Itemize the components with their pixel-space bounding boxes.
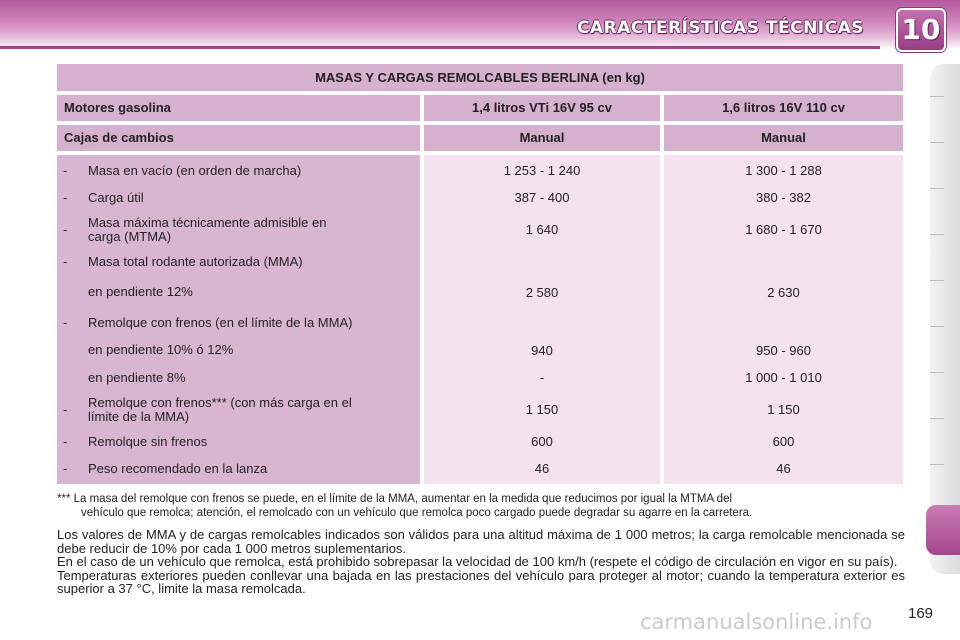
table-title: MASAS Y CARGAS REMOLCABLES BERLINA (en kg) — [57, 64, 903, 91]
info-paragraph — [57, 528, 905, 596]
row-label-text — [88, 343, 233, 357]
table-row-label — [57, 309, 420, 336]
row-label-line-1: Peso recomendado en la lanza — [88, 460, 268, 476]
tab-divider — [930, 142, 944, 143]
row-value-2: 950 - 960 — [756, 342, 811, 358]
section-title: CARACTERÍSTICAS TÉCNICAS — [576, 18, 864, 38]
row-label-line-1: Remolque sin frenos — [88, 433, 208, 449]
row-label-line-1: Remolque con frenos*** (con más carga en el — [88, 394, 352, 410]
table-row-label — [57, 336, 420, 364]
tow-mass-table — [57, 64, 903, 484]
row-value-1: 940 — [531, 342, 553, 358]
row-value-2: 1 300 - 1 288 — [745, 163, 822, 178]
tab-divider — [930, 326, 944, 327]
gearbox-col-1: Manual — [424, 125, 660, 151]
row-label-line-1: en pendiente 10% ó 12% — [88, 342, 234, 357]
row-label-text — [88, 255, 303, 269]
row-bullet: - — [63, 461, 68, 476]
table-row-label — [57, 275, 420, 309]
tab-divider — [930, 280, 944, 281]
table-row-label — [57, 184, 420, 211]
row-bullet: - — [63, 190, 68, 205]
tab-divider — [930, 464, 944, 465]
row-label-line-1: Masa total rodante autorizada (MMA) — [88, 253, 303, 269]
row-label-line-2: límite de la MMA) — [88, 408, 190, 424]
row-value-2: 2 630 — [767, 284, 800, 300]
footnote-line-1: *** La masa del remolque con frenos se puede, en el límite de la MMA, aumentar en la medida que reducimos por igual la MTMA del — [57, 493, 733, 505]
row-label-line-2: carga (MTMA) — [88, 228, 172, 244]
row-label-text — [88, 316, 352, 330]
footnote-line-2: vehículo que remolca; atención, el remolcado con un vehículo que remolca poco cargado puede degradar su agarre en la carretera. — [81, 507, 753, 519]
table-row-label — [57, 157, 420, 184]
row-value-2: 380 - 382 — [756, 190, 811, 205]
chapter-tab-active[interactable] — [926, 505, 960, 555]
row-value-1: - — [539, 370, 545, 385]
row-value-2: 46 — [776, 461, 791, 476]
footnote — [57, 492, 905, 520]
watermark: carmanualsonline.info — [640, 610, 873, 634]
gearbox-row-label: Cajas de cambios — [57, 125, 420, 151]
row-label-text — [88, 462, 267, 476]
label-column — [57, 155, 420, 484]
row-label-text — [88, 164, 301, 178]
tab-divider — [930, 188, 944, 189]
row-label-line-1: en pendiente 12% — [88, 284, 193, 299]
engine-col-2: 1,6 litros 16V 110 cv — [664, 95, 903, 121]
row-bullet: - — [63, 222, 68, 237]
row-bullet: - — [63, 315, 68, 330]
info-paragraph-2: En el caso de un vehículo que remolca, está prohibido sobrepasar la velocidad de 100 km/h (respete el código de circulación en vigor en su país). — [57, 554, 898, 570]
row-label-text — [88, 285, 193, 299]
row-value-2: 1 150 — [767, 402, 800, 417]
row-label-text — [88, 191, 144, 205]
row-label-line-1: Remolque con frenos (en el límite de la MMA) — [88, 314, 353, 330]
row-value-2 — [664, 309, 903, 336]
table-row-label — [57, 364, 420, 391]
row-label-text — [88, 371, 186, 385]
table-row-label — [57, 391, 420, 428]
row-label-text — [88, 396, 352, 424]
row-value-2 — [664, 248, 903, 275]
tab-divider — [930, 234, 944, 235]
table-body — [57, 155, 903, 484]
chapter-tab-strip — [930, 64, 960, 574]
info-paragraph-3: Temperaturas exteriores pueden conllevar una bajada en las prestaciones del vehículo para proteger al motor; cuando la temperatura exterior es superior a 37 °C, limite la masa remolcada. — [57, 567, 905, 597]
row-label-line-1: Carga útil — [88, 189, 144, 205]
row-value-1: 387 - 400 — [514, 190, 570, 205]
table-row-label — [57, 428, 420, 455]
row-bullet: - — [63, 402, 68, 417]
engine-row-label: Motores gasolina — [57, 95, 420, 121]
row-value-1: 2 580 — [525, 284, 559, 300]
row-label-text — [88, 435, 207, 449]
value-column-2 — [664, 155, 903, 484]
row-value-2: 1 680 - 1 670 — [745, 222, 822, 237]
info-paragraph-1: Los valores de MMA y de cargas remolcables indicados son válidos para una altitud máxima de 1 000 metros; la carga remolcable mencionada se debe reducir de 10% por cada 1 000 metros suplementarios. — [57, 527, 905, 556]
tab-divider — [930, 96, 944, 97]
tab-divider — [930, 418, 944, 419]
table-row-label — [57, 455, 420, 482]
row-value-2: 1 000 - 1 010 — [745, 370, 822, 385]
row-label-text — [88, 216, 326, 244]
value-column-1 — [424, 155, 660, 484]
row-value-1: 1 253 - 1 240 — [503, 163, 581, 178]
row-value-1: 1 640 — [525, 222, 559, 237]
row-value-1 — [424, 248, 660, 275]
row-label-line-1: Masa máxima técnicamente admisible en — [88, 214, 327, 230]
engine-row — [57, 95, 903, 121]
tab-divider — [930, 372, 944, 373]
row-label-line-1: en pendiente 8% — [88, 369, 186, 385]
row-value-1: 600 — [531, 434, 553, 449]
row-value-2: 600 — [772, 434, 795, 449]
page-number: 169 — [908, 605, 934, 622]
engine-col-1: 1,4 litros VTi 16V 95 cv — [424, 95, 660, 121]
row-value-1: 46 — [534, 461, 550, 476]
gearbox-row — [57, 125, 903, 151]
table-row-label — [57, 211, 420, 248]
table-row-label — [57, 248, 420, 275]
row-bullet: - — [63, 434, 68, 449]
row-bullet: - — [63, 254, 68, 269]
gearbox-col-2: Manual — [664, 125, 903, 151]
row-value-1 — [424, 309, 660, 336]
header-rule — [0, 46, 880, 49]
row-label-line-1: Masa en vacío (en orden de marcha) — [88, 162, 302, 178]
chapter-badge: 10 — [896, 8, 946, 52]
row-bullet: - — [63, 163, 68, 178]
row-value-1: 1 150 — [525, 402, 559, 417]
